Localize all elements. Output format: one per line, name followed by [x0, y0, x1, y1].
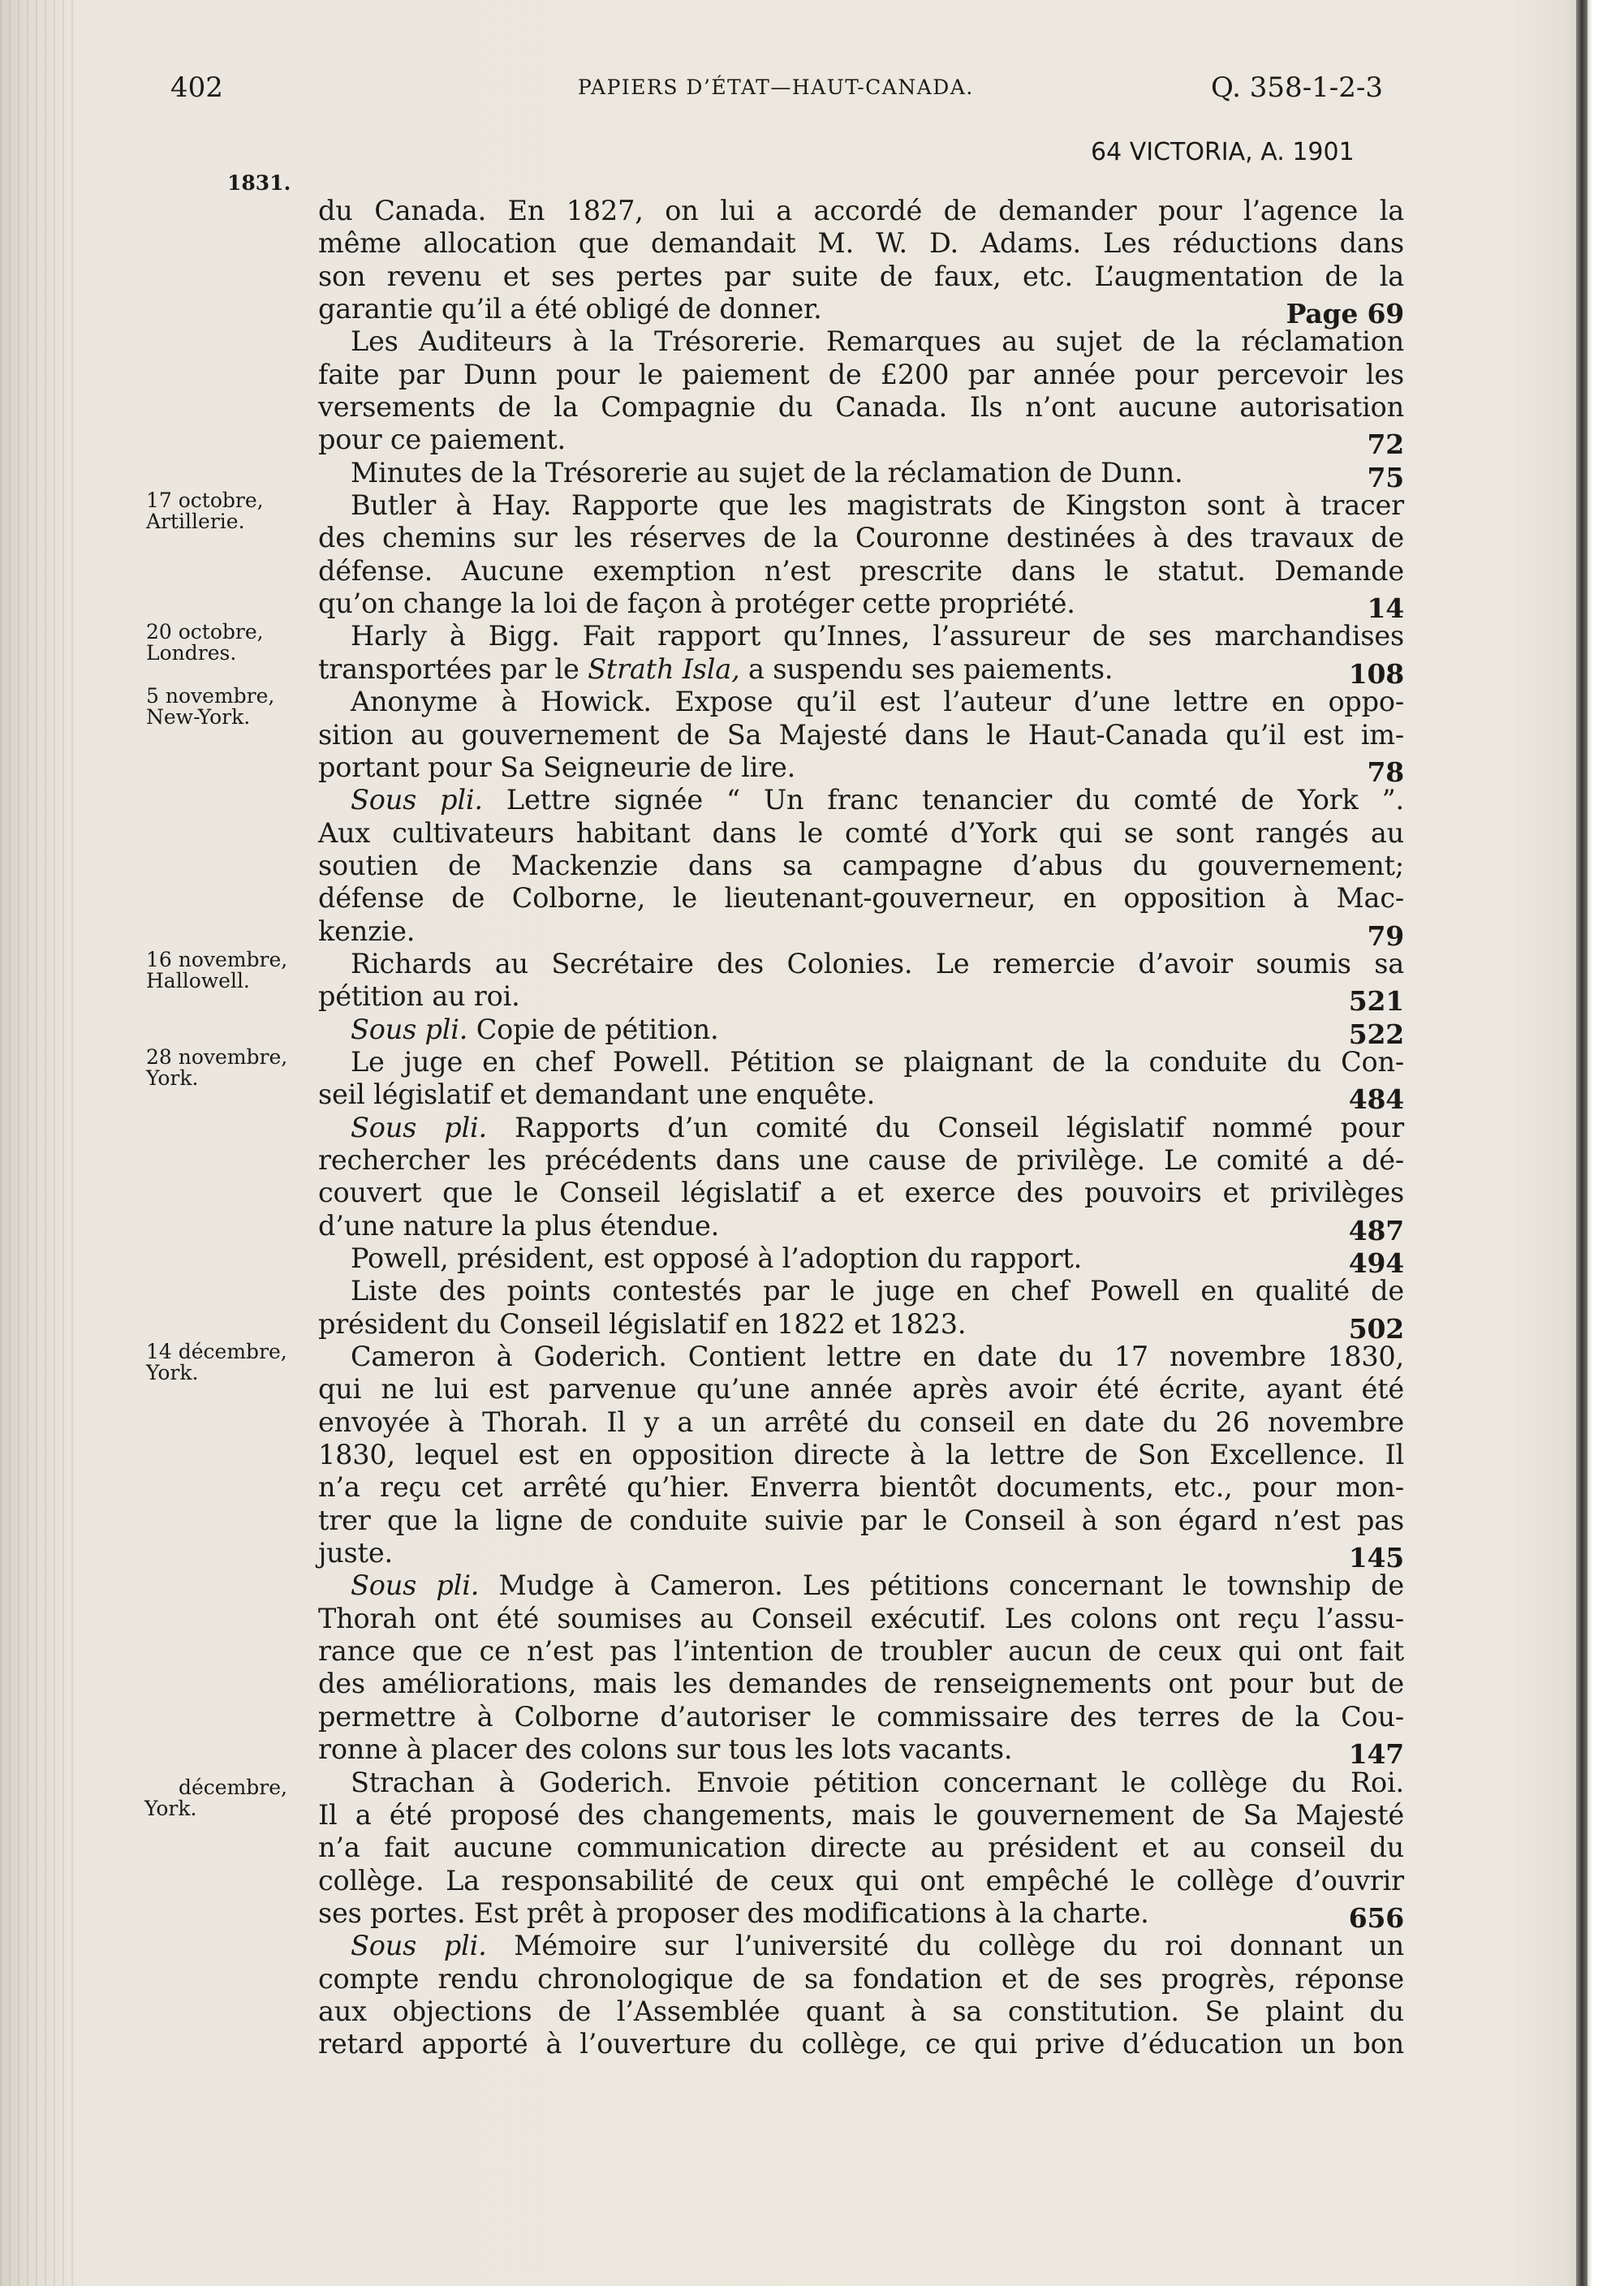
text-line: [318, 391, 1404, 424]
line-text: son revenu et ses pertes par suite de faux, etc. L’augmentation de la: [318, 260, 1404, 292]
italic-text: Sous pli.: [351, 1111, 487, 1143]
line-text: couvert que le Conseil législatif a et exerce des pouvoirs et privilèges: [318, 1177, 1404, 1209]
session-label: 64 VICTORIA, A. 1901: [1091, 138, 1355, 166]
text-line: [318, 1701, 1404, 1733]
running-title: PAPIERS D’ÉTAT—HAUT-CANADA.: [578, 75, 974, 99]
page-reference: 78: [1367, 756, 1404, 788]
margin-date-day: 5 novembre,: [146, 684, 275, 708]
text-line: [318, 1569, 1404, 1602]
page-reference: 494: [1348, 1247, 1404, 1279]
page-reference: 79: [1367, 919, 1404, 952]
book-edge: [1576, 0, 1587, 2286]
text-line: [318, 2028, 1404, 2060]
line-text: Mudge à Cameron. Les pétitions concernant le township de: [479, 1569, 1404, 1602]
line-text: ronne à placer des colons sur tous les lots vacants.: [318, 1733, 1013, 1766]
page-reference: 502: [1348, 1312, 1404, 1345]
line-text: Les Auditeurs à la Trésorerie. Remarques au sujet de la réclamation: [351, 325, 1404, 358]
text-line: [318, 1505, 1404, 1537]
italic-text: Sous pli.: [351, 784, 483, 816]
page-binding-shadow: [0, 0, 73, 2286]
line-text: seil législatif et demandant une enquête.: [318, 1078, 876, 1111]
text-line: [318, 882, 1404, 915]
text-line: [318, 1896, 1404, 1934]
text-line: [318, 456, 1404, 493]
text-line: [318, 751, 1404, 788]
line-text: versements de la Compagnie du Canada. Ils n’ont aucune autorisation: [318, 391, 1404, 424]
margin-date-place: Hallowell.: [146, 969, 250, 992]
line-text: rechercher les précédents dans une cause de privilège. Le comité a dé-: [318, 1143, 1404, 1176]
line-text: Rapports d’un comité du Conseil législatif nommé pour: [486, 1111, 1404, 1143]
text-line: [318, 424, 1404, 461]
line-text: Harly à Bigg. Fait rapport qu’Innes, l’assureur de ses marchandises: [351, 620, 1404, 652]
line-text: retard apporté à l’ouverture du collège, ce qui prive d’éducation un bon: [318, 2028, 1404, 2060]
italic-text: Sous pli.: [351, 1930, 487, 1962]
text-line: [318, 1733, 1404, 1771]
line-text: sition au gouvernement de Sa Majesté dans le Haut-Canada qu’il est im-: [318, 718, 1404, 751]
line-text: faite par Dunn pour le paiement de £200 par année pour percevoir les: [318, 358, 1404, 390]
text-line: [318, 1373, 1404, 1406]
line-text: Strachan à Goderich. Envoie pétition concernant le collège du Roi.: [351, 1766, 1404, 1798]
text-line: [318, 555, 1404, 588]
text-line: [318, 1930, 1404, 1962]
margin-date-place: Artillerie.: [146, 510, 245, 533]
page-reference: 108: [1348, 657, 1404, 690]
text-line: [318, 1963, 1404, 1995]
margin-date: [146, 1047, 317, 1089]
margin-date: [146, 949, 317, 992]
text-line: [318, 1144, 1404, 1177]
text-line: [318, 1995, 1404, 2028]
margin-date-place: York.: [146, 1066, 199, 1090]
margin-date-day: décembre,: [179, 1776, 287, 1799]
italic-text: Sous pli.: [351, 1569, 480, 1602]
line-text: garantie qu’il a été obligé de donner.: [318, 293, 822, 325]
text-line: [318, 686, 1404, 718]
page-reference: 484: [1348, 1083, 1404, 1116]
text-line: [318, 1046, 1404, 1078]
text-line: [318, 1078, 1404, 1116]
line-text: portant pour Sa Seigneurie de lire.: [318, 751, 796, 783]
text-line: [318, 195, 1404, 227]
text-line: [318, 1832, 1404, 1864]
line-text: envoyée à Thorah. Il y a un arrêté du conseil en date du 26 novembre: [318, 1406, 1404, 1438]
margin-date: [146, 686, 317, 728]
text-line: [318, 915, 1404, 952]
line-text: qu’on change la loi de façon à protéger cette propriété.: [318, 588, 1075, 620]
line-text: Lettre signée “ Un franc tenancier du comté de York ”.: [482, 784, 1404, 816]
text-line: [318, 1471, 1404, 1504]
text-line: [318, 980, 1404, 1018]
line-text: Minutes de la Trésorerie au sujet de la réclamation de Dunn.: [351, 456, 1183, 489]
italic-text: Sous pli.: [351, 1013, 468, 1045]
text-line: [318, 1013, 1404, 1050]
line-text: Cameron à Goderich. Contient lettre en date du 17 novembre 1830,: [351, 1341, 1404, 1373]
margin-date-day: 14 décembre,: [146, 1340, 287, 1363]
text-line: [318, 1275, 1404, 1307]
line-text: Butler à Hay. Rapporte que les magistrats de Kingston sont à tracer: [351, 489, 1404, 522]
margin-date-day: 20 octobre,: [146, 620, 264, 644]
text-line: [318, 489, 1404, 522]
line-text: compte rendu chronologique de sa fondation et de ses progrès, réponse: [318, 1962, 1404, 1995]
line-text: n’a reçu cet arrêté qu’hier. Enverra bientôt documents, etc., pour mon-: [318, 1471, 1404, 1504]
year-label: 1831.: [227, 171, 291, 195]
line-text: Il a été proposé des changements, mais le gouvernement de Sa Majesté: [318, 1798, 1404, 1831]
italic-text: Strath Isla,: [588, 652, 740, 685]
text-line: [318, 1635, 1404, 1668]
page-reference: Page 69: [1286, 298, 1404, 330]
line-text: Powell, président, est opposé à l’adoption du rapport.: [351, 1242, 1083, 1274]
page-reference: 72: [1367, 428, 1404, 461]
text-line: [318, 359, 1404, 391]
text-line: [318, 948, 1404, 980]
text-line: [318, 817, 1404, 850]
text-line: [318, 620, 1404, 652]
line-text: a suspendu ses paiements.: [739, 652, 1114, 685]
text-line: [318, 1603, 1404, 1635]
line-text: Anonyme à Howick. Expose qu’il est l’auteur d’une lettre en oppo-: [351, 686, 1404, 718]
text-line: [318, 1307, 1404, 1345]
line-text: même allocation que demandait M. W. D. Adams. Les réductions dans: [318, 227, 1404, 260]
line-text: soutien de Mackenzie dans sa campagne d’abus du gouvernement;: [318, 849, 1404, 881]
text-line: [318, 719, 1404, 751]
text-line: [318, 1668, 1404, 1700]
margin-date-place: York.: [146, 1361, 199, 1384]
page-reference: 521: [1348, 985, 1404, 1018]
line-text: juste.: [318, 1537, 393, 1569]
margin-date-day: 16 novembre,: [146, 948, 288, 971]
line-text: Copie de pétition.: [467, 1013, 719, 1045]
line-text: Richards au Secrétaire des Colonies. Le remercie d’avoir soumis sa: [351, 947, 1404, 979]
text-line: [318, 1112, 1404, 1144]
line-text: d’une nature la plus étendue.: [318, 1209, 720, 1242]
line-text: pétition au roi.: [318, 980, 520, 1013]
text-line: [318, 1767, 1404, 1799]
line-text: kenzie.: [318, 915, 416, 947]
margin-date: [146, 622, 317, 664]
margin-date-place: York.: [144, 1797, 197, 1820]
text-line: [318, 652, 1404, 690]
line-text: permettre à Colborne d’autoriser le commissaire des terres de la Cou-: [318, 1700, 1404, 1733]
text-line: [318, 1242, 1404, 1279]
line-text: Thorah ont été soumises au Conseil exécutif. Les colons ont reçu l’assu-: [318, 1602, 1404, 1634]
line-text: qui ne lui est parvenue qu’une année après avoir été écrite, ayant été: [318, 1373, 1404, 1406]
line-text: rance que ce n’est pas l’intention de troubler aucun de ceux qui ont fait: [318, 1635, 1404, 1668]
margin-date-place: Londres.: [146, 641, 237, 665]
line-text: du Canada. En 1827, on lui a accordé de demander pour l’agence la: [318, 195, 1404, 226]
page-reference: 147: [1348, 1738, 1404, 1771]
line-text: Aux cultivateurs habitant dans le comté d’York qui se sont rangés au: [318, 816, 1404, 849]
line-text: n’a fait aucune communication directe au président et au conseil du: [318, 1832, 1404, 1864]
text-line: [318, 522, 1404, 554]
page-reference: 14: [1367, 592, 1404, 625]
page-reference: 145: [1348, 1542, 1404, 1574]
line-text: Mémoire sur l’université du collège du roi donnant un: [486, 1930, 1404, 1962]
text-line: [318, 1209, 1404, 1246]
line-text: collège. La responsabilité de ceux qui ont empêché le collège d’ouvrir: [318, 1864, 1404, 1896]
text-line: [318, 1537, 1404, 1574]
calendar-entries: [318, 195, 1404, 2061]
margin-date: [146, 490, 317, 532]
text-line: [318, 293, 1404, 330]
text-line: [318, 1865, 1404, 1897]
text-line: [318, 227, 1404, 260]
page-reference: 75: [1367, 461, 1404, 493]
line-text: Liste des points contestés par le juge en chef Powell en qualité de: [351, 1275, 1404, 1307]
line-text: des améliorations, mais les demandes de renseignements ont pour but de: [318, 1668, 1404, 1700]
line-text: défense. Aucune exemption n’est prescrite dans le statut. Demande: [318, 554, 1404, 587]
text-line: [318, 1799, 1404, 1832]
text-line: [318, 850, 1404, 882]
line-text: Le juge en chef Powell. Pétition se plaignant de la conduite du Con-: [351, 1045, 1404, 1078]
text-line: [318, 1177, 1404, 1209]
text-line: [318, 325, 1404, 358]
page-reference: 487: [1348, 1214, 1404, 1246]
margin-date-day: 28 novembre,: [146, 1045, 288, 1069]
margin-date: [146, 1341, 317, 1384]
line-text: trer que la ligne de conduite suivie par le Conseil à son égard n’est pas: [318, 1504, 1404, 1536]
text-line: [318, 588, 1404, 625]
line-text: des chemins sur les réserves de la Couronne destinées à des travaux de: [318, 522, 1404, 554]
line-text: ses portes. Est prêt à proposer des modifications à la charte.: [318, 1896, 1149, 1929]
page-number: 402: [170, 71, 223, 104]
text-line: [318, 260, 1404, 293]
text-line: [318, 1341, 1404, 1373]
page-reference: 656: [1348, 1901, 1404, 1934]
line-text: transportées par le: [318, 652, 588, 685]
page-reference: 522: [1348, 1018, 1404, 1050]
line-text: aux objections de l’Assemblée quant à sa constitution. Se plaint du: [318, 1995, 1404, 2027]
line-text: président du Conseil législatif en 1822 et 1823.: [318, 1307, 967, 1340]
text-line: [318, 1439, 1404, 1471]
line-text: 1830, lequel est en opposition directe à la lettre de Son Excellence. Il: [318, 1439, 1404, 1471]
text-line: [318, 1406, 1404, 1439]
archive-reference: Q. 358-1-2-3: [1211, 71, 1384, 104]
line-text: pour ce paiement.: [318, 424, 566, 456]
margin-date-place: New-York.: [146, 705, 251, 729]
text-line: [318, 784, 1404, 816]
line-text: défense de Colborne, le lieutenant-gouverneur, en opposition à Mac-: [318, 882, 1404, 915]
margin-date-day: 17 octobre,: [146, 489, 264, 512]
